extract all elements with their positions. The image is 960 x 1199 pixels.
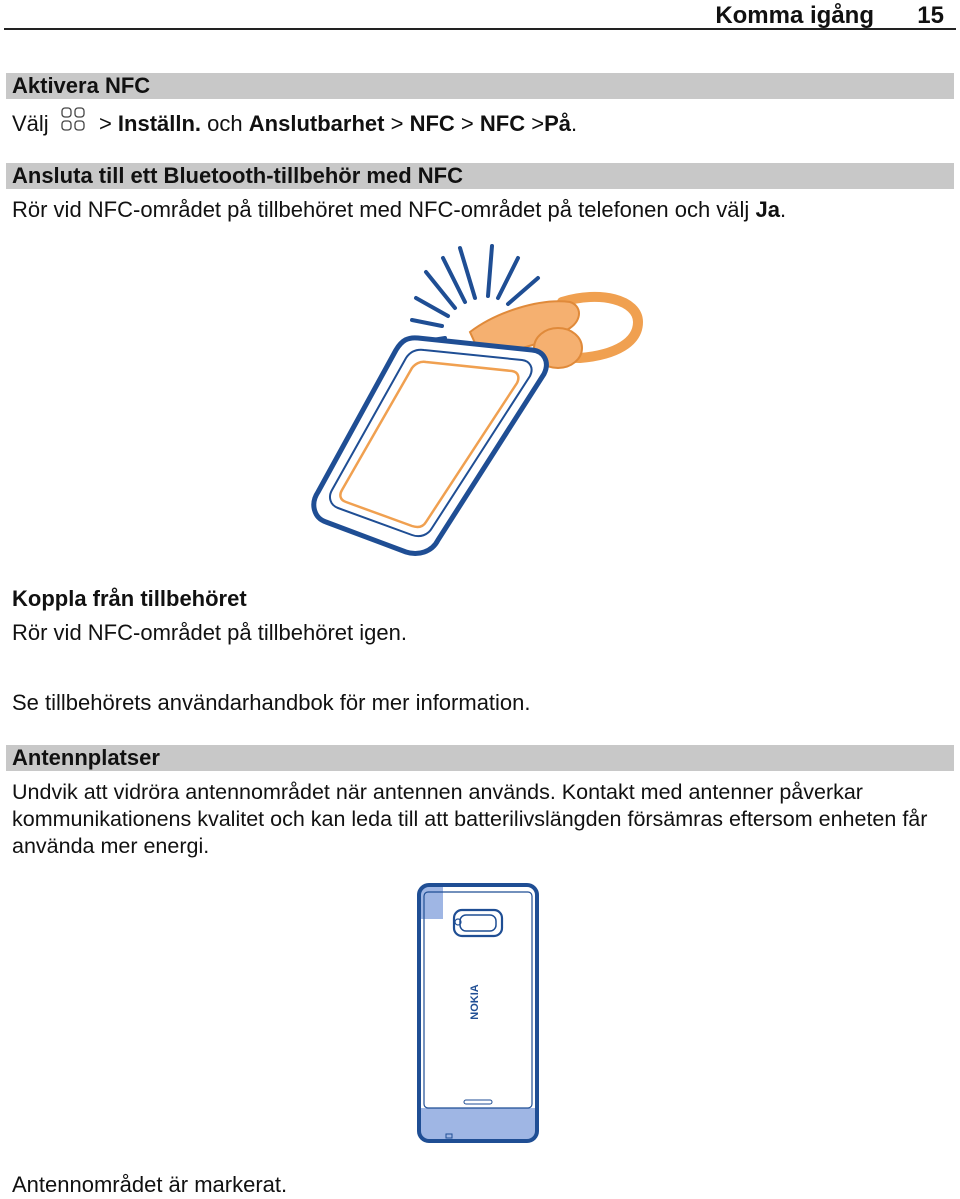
section-title-disconnect: Koppla från tillbehöret — [12, 586, 247, 611]
path-settings: Inställn. — [117, 110, 202, 136]
antenna-caption: Antennområdet är markerat. — [12, 1172, 288, 1197]
section-title-bluetooth: Ansluta till ett Bluetooth-tillbehör med NFC — [12, 163, 463, 188]
nfc-touch-illustration — [300, 240, 660, 570]
page-header — [4, 0, 956, 30]
path-on: På — [544, 110, 572, 136]
nfc-instruction: Välj > Inställn. och Anslutbarhet > NFC > NFC >På. — [12, 107, 577, 143]
path-connectivity: Anslutbarhet — [248, 110, 385, 136]
chapter-title: Komma igång — [715, 2, 874, 29]
antenna-area-bottom — [419, 1108, 537, 1142]
disconnect-instruction: Rör vid NFC-området på tillbehöret igen. — [12, 620, 407, 645]
antenna-warning: Undvik att vidröra antennområdet när antennen används. Kontakt med antenner påverkar kommunikationens kvalitet och kan leda till att batterilivslängden försämras eftersom enheten får använda mer energi. — [12, 780, 928, 858]
bluetooth-instruction: Rör vid NFC-området på tillbehöret med NFC-området på telefonen och välj Ja. — [12, 197, 787, 222]
path-nfc-1: NFC — [409, 110, 455, 136]
menu-grid-icon — [59, 107, 89, 139]
path-nfc-2: NFC — [479, 110, 526, 136]
phone-back-illustration — [416, 882, 544, 1146]
brand-logo: NOKIA — [469, 984, 481, 1020]
phone-icon — [314, 338, 547, 554]
section-title-antenna: Antennplatser — [12, 745, 160, 770]
yes-option: Ja — [755, 197, 780, 222]
section-title-nfc: Aktivera NFC — [12, 73, 151, 98]
page-number: 15 — [917, 2, 944, 29]
more-info-text: Se tillbehörets användarhandbok för mer information. — [12, 690, 531, 715]
